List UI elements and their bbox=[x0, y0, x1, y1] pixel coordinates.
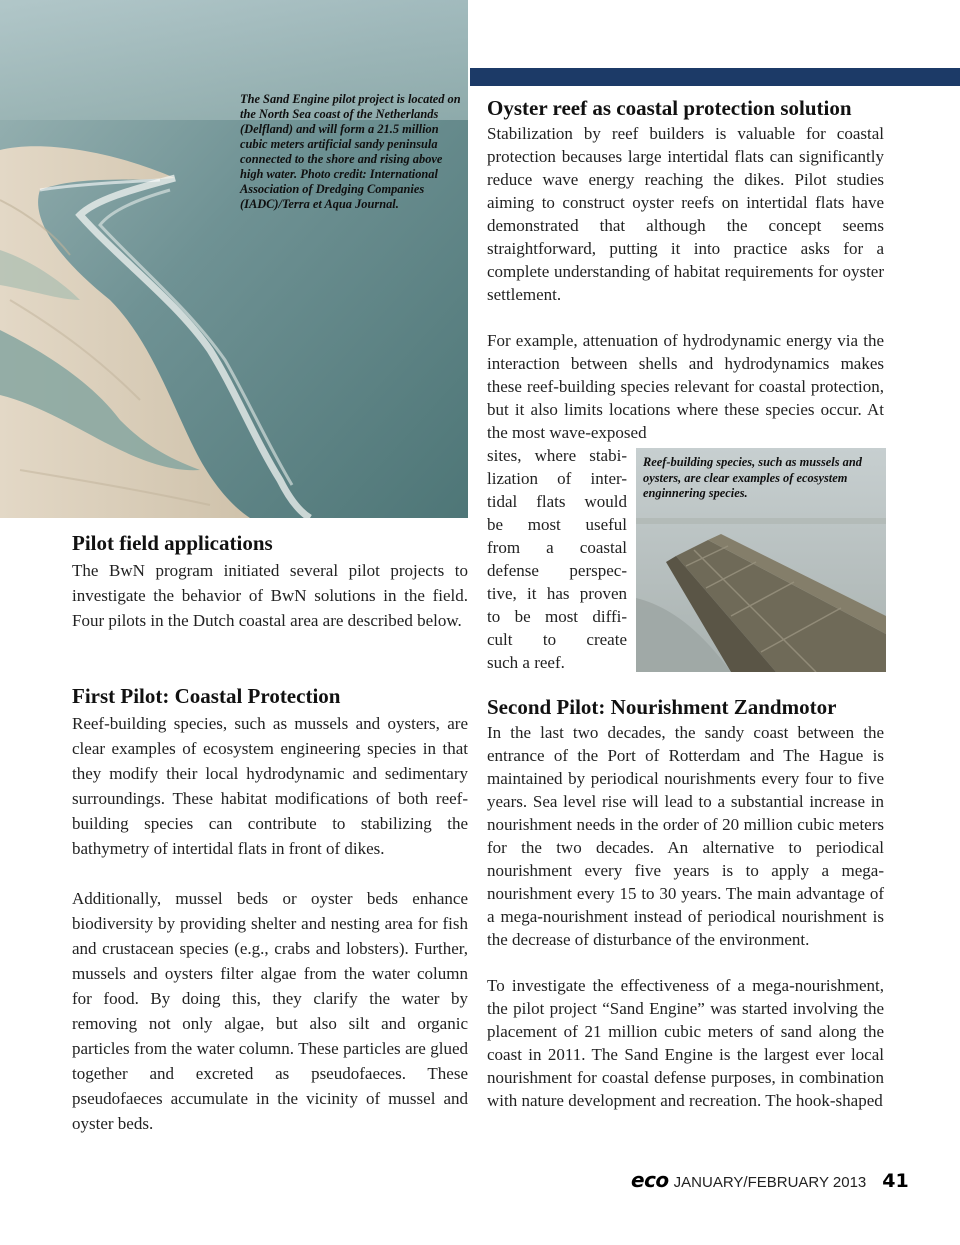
wrap-line: cult to create bbox=[487, 630, 627, 649]
oyster-paragraph-1: Stabilization by reef builders is valuable for coastal protection becauses large intertidal flats can significantly reduce wave energy reaching the dikes. Pilot studies aiming to construct oyster reefs on intertidal flats have demonstrated that although the concept seems straightforward, putting it into practice asks for a complete understanding of habitat requirements for oyster settlement. bbox=[487, 124, 884, 304]
second-pilot-paragraph-1: In the last two decades, the sandy coast between the entrance of the Port of Rotterdam and The Hague is maintained by periodical nourishments every four to five years. Sea level rise will lead to a substantial increase in nourishment needs in the order of 20 million cubic meters for the two decades. An alternative to periodical nourishment every five years is to apply a mega-nourishment every 15 to 30 years. The main advantage of a mega-nourishment instead of periodical nourishment is the decrease of disturbance of the environment. bbox=[487, 723, 884, 949]
section-heading-first-pilot: First Pilot: Coastal Protection bbox=[72, 684, 341, 708]
first-pilot-section bbox=[72, 683, 468, 1136]
photo-caption-reef: Reef-building species, such as mussels and oysters, are clear examples of ecosystem enginnering species. bbox=[643, 455, 862, 500]
wrap-line: tive, it has proven bbox=[487, 584, 627, 603]
wrap-line: sites, where stabi- bbox=[487, 446, 627, 465]
photo-caption-sand-engine: The Sand Engine pilot project is located on the North Sea coast of the Netherlands (Delfland) and will form a 21.5 million cubic meters artificial sandy peninsula connected to the shore and rising above high water. Photo credit: International Association of Dredging Companies (IADC)/Terra et Aqua Journal. bbox=[240, 92, 461, 211]
page-number: 41 bbox=[882, 1170, 909, 1192]
pilot-field-section bbox=[72, 530, 468, 633]
oyster-reef-section bbox=[487, 95, 884, 306]
wrap-line: such a reef. bbox=[487, 653, 565, 672]
pilot-field-paragraph: The BwN program initiated several pilot projects to investigate the behavior of BwN solutions in the field. Four pilots in the Dutch coastal area are described below. bbox=[72, 561, 468, 630]
wrap-line: defense perspec- bbox=[487, 561, 627, 580]
first-pilot-paragraph-1: Reef-building species, such as mussels and oysters, are clear examples of ecosystem engineering species in that they modify their local hydrodynamic and sedimentary surroundings. These habitat modifications of both reef-building species can contribute to stabilizing the bathymetry of intertidal flats in front of dikes. bbox=[72, 714, 468, 858]
first-pilot-paragraph-2: Additionally, mussel beds or oyster beds enhance biodiversity by providing shelter and nesting area for fish and crustacean species (e.g., crabs and lobsters). Further, mussels and oysters filter algae from the water column for food. By doing this, they clarify the water by removing not only algae, but also silt and organic particles from the water column. These particles are glued together and excreted as pseudofaeces. These pseudofaeces accumulate in the vicinity of mussel and oyster beds. bbox=[72, 889, 468, 1133]
section-heading-second-pilot: Second Pilot: Nourishment Zandmotor bbox=[487, 695, 837, 719]
oyster-paragraph-2-top: For example, attenuation of hydrodynamic energy via the interaction between shells and hydrodynamics makes these reef-building species relevant for coastal protection, but it also limits locations where these species occur. At the most wave-exposed bbox=[487, 331, 884, 442]
wrap-line: to be most diffi- bbox=[487, 607, 627, 626]
wrap-line: lization of inter- bbox=[487, 469, 627, 488]
header-accent-bar bbox=[470, 68, 960, 86]
magazine-logo: eco bbox=[631, 1168, 669, 1192]
wrap-line: from a coastal bbox=[487, 538, 627, 557]
wrap-line: be most useful bbox=[487, 515, 627, 534]
sand-engine-aerial-photo bbox=[0, 0, 468, 518]
second-pilot-paragraph-2: To investigate the effectiveness of a mega-nourishment, the pilot project “Sand Engine” was started involving the placement of 21 million cubic meters of sand along the coast in 2011. The Sand Engine is the largest ever local nourishment for coastal defense purposes, in combination with nature development and recreation. The hook-shaped bbox=[487, 976, 884, 1110]
wrap-line: tidal flats would bbox=[487, 492, 627, 511]
section-heading-oyster-reef: Oyster reef as coastal protection solution bbox=[487, 96, 852, 120]
page-footer bbox=[631, 1168, 941, 1192]
issue-date: JANUARY/FEBRUARY 2013 bbox=[673, 1174, 867, 1191]
oyster-paragraph-2-wrap bbox=[487, 444, 627, 674]
second-pilot-section bbox=[487, 694, 884, 1112]
oyster-paragraph-2 bbox=[487, 329, 884, 444]
section-heading-pilot-field: Pilot field applications bbox=[72, 531, 273, 555]
